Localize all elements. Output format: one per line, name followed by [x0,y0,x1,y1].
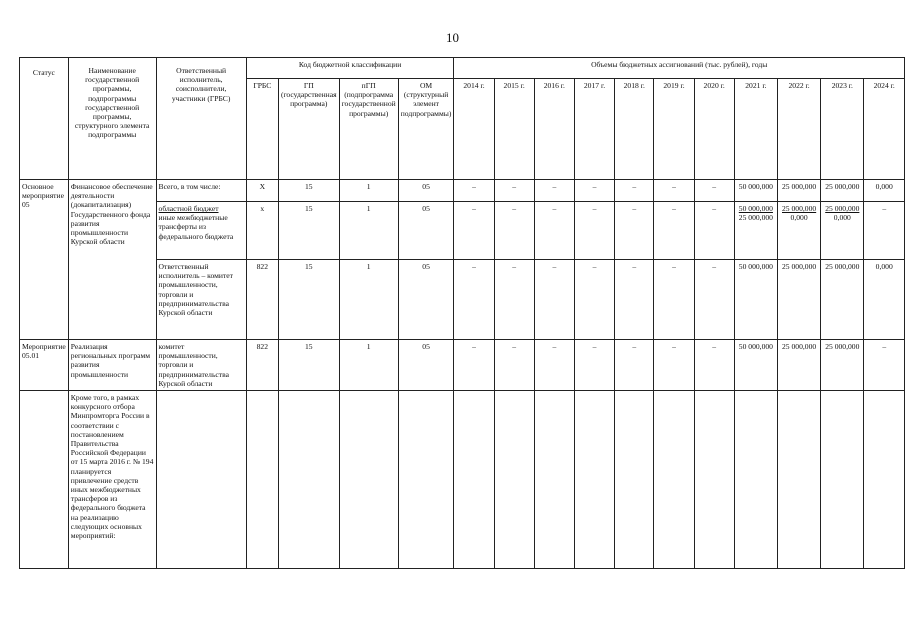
page-number: 10 [446,30,459,45]
budget-table [19,57,905,569]
empty-cell [494,391,534,569]
table-row [20,180,905,202]
cell-value: 50 000,000 [734,340,777,391]
year-header: 2020 г. [694,79,734,180]
cell-value: – [654,202,694,260]
col-pgp-header: пГП (подпрограмма государственной программы) [339,79,398,180]
row-name: Реализация региональных программ развития промышленности [68,340,156,391]
responsible-underlined: областной бюджет [158,204,219,213]
cell-value: 0,000 [864,260,905,340]
cell-value: – [864,202,905,260]
cell-om: 05 [398,260,454,340]
empty-cell [654,391,694,569]
empty-cell [574,391,614,569]
cell-value: 25 000,000 [777,260,820,340]
cell-value: 25 000,000 [777,340,820,391]
row-responsible [156,202,246,260]
col-kbk-header: Код бюджетной классификации [246,58,454,79]
cell-value: – [694,260,734,340]
year-header: 2019 г. [654,79,694,180]
table-row [20,391,905,569]
empty-cell [864,391,905,569]
empty-cell [734,391,777,569]
row-note: Кроме того, в рамках конкурсного отбора Минпромторга России в соответствии с постановлением Правительства Российской Федерации от 15 марта 2016 г. № 194 планируется привлечение средств иных межбюджетных трансферов из федерального бюджета на реализацию следующих основных мероприятий: [68,391,156,569]
cell-value: – [654,340,694,391]
cell-value: – [694,202,734,260]
col-status-header: Статус [20,58,69,180]
cell-value: – [454,202,494,260]
cell-grbs: х [246,202,278,260]
cell-om: 05 [398,340,454,391]
cell-value: – [615,202,654,260]
cell-grbs: Х [246,180,278,202]
cell-pgp: 1 [339,260,398,340]
cell-value: – [574,340,614,391]
cell-value: – [654,180,694,202]
empty-cell [454,391,494,569]
row-responsible: комитет промышленности, торговли и предпринимательства Курской области [156,340,246,391]
empty-cell [20,391,69,569]
cell-value: – [454,180,494,202]
cell-grbs: 822 [246,260,278,340]
year-header: 2022 г. [777,79,820,180]
cell-value: – [615,180,654,202]
year-header: 2018 г. [615,79,654,180]
cell-value: – [654,260,694,340]
col-grbs-header: ГРБС [246,79,278,180]
cell-value-stacked [777,202,820,260]
cell-value: – [534,180,574,202]
cell-value: – [574,180,614,202]
row-name: Финансовое обеспечение деятельности (докапитализация) Государственного фонда развития промышленности Курской области [68,180,156,340]
cell-grbs: 822 [246,340,278,391]
cell-value: – [694,340,734,391]
cell-value: 25 000,000 [821,340,864,391]
cell-value: 50 000,000 [734,180,777,202]
cell-value: 0,000 [864,180,905,202]
cell-value: 25 000,000 [821,260,864,340]
header-row-1 [20,58,905,79]
year-header: 2017 г. [574,79,614,180]
cell-pgp: 1 [339,180,398,202]
cell-om: 05 [398,180,454,202]
col-name-header: Наименование государственной программы, подпрограммы государственной программы, структурного элемента подпрограммы [68,58,156,180]
row-status: Основное мероприятие 05 [20,180,69,340]
year-header: 2015 г. [494,79,534,180]
empty-cell [339,391,398,569]
cell-pgp: 1 [339,202,398,260]
cell-value: – [454,260,494,340]
empty-cell [156,391,246,569]
col-om-header: ОМ (структурный элемент подпрограммы) [398,79,454,180]
cell-value: – [574,260,614,340]
cell-value: – [494,340,534,391]
responsible-rest: иные межбюджетные трансферты из федерального бюджета [158,213,234,241]
year-header: 2024 г. [864,79,905,180]
empty-cell [615,391,654,569]
row-status: Мероприятие 05.01 [20,340,69,391]
cell-gp: 15 [278,202,339,260]
value-federal: 25 000,000 [738,213,773,223]
table-row [20,340,905,391]
value-federal: 0,000 [790,213,808,223]
cell-gp: 15 [278,340,339,391]
cell-value-stacked [821,202,864,260]
cell-value: – [615,340,654,391]
empty-cell [694,391,734,569]
cell-value: – [534,202,574,260]
cell-gp: 15 [278,180,339,202]
year-header: 2021 г. [734,79,777,180]
cell-value: 25 000,000 [777,180,820,202]
empty-cell [534,391,574,569]
cell-value: – [534,340,574,391]
empty-cell [821,391,864,569]
cell-value-stacked [734,202,777,260]
cell-value: – [494,202,534,260]
cell-gp: 15 [278,260,339,340]
row-responsible: Ответственный исполнитель – комитет промышленности, торговли и предпринимательства Курской области [156,260,246,340]
cell-value: – [494,180,534,202]
col-responsible-header: Ответственный исполнитель, соисполнители, участники (ГРБС) [156,58,246,180]
cell-value: 25 000,000 [821,180,864,202]
empty-cell [246,391,278,569]
cell-value: – [615,260,654,340]
col-volumes-header: Объемы бюджетных ассигнований (тыс. рублей), годы [454,58,905,79]
empty-cell [278,391,339,569]
cell-value: – [694,180,734,202]
value-regional: 25 000,000 [782,204,817,213]
row-responsible: Всего, в том числе: [156,180,246,202]
year-header: 2023 г. [821,79,864,180]
cell-value: 50 000,000 [734,260,777,340]
value-regional: 50 000,000 [738,204,773,213]
col-gp-header: ГП (государственная программа) [278,79,339,180]
cell-value: – [494,260,534,340]
value-federal: 0,000 [833,213,851,223]
cell-value: – [864,340,905,391]
value-regional: 25 000,000 [825,204,860,213]
cell-value: – [454,340,494,391]
cell-pgp: 1 [339,340,398,391]
cell-value: – [574,202,614,260]
empty-cell [398,391,454,569]
cell-om: 05 [398,202,454,260]
year-header: 2016 г. [534,79,574,180]
empty-cell [777,391,820,569]
cell-value: – [534,260,574,340]
year-header: 2014 г. [454,79,494,180]
